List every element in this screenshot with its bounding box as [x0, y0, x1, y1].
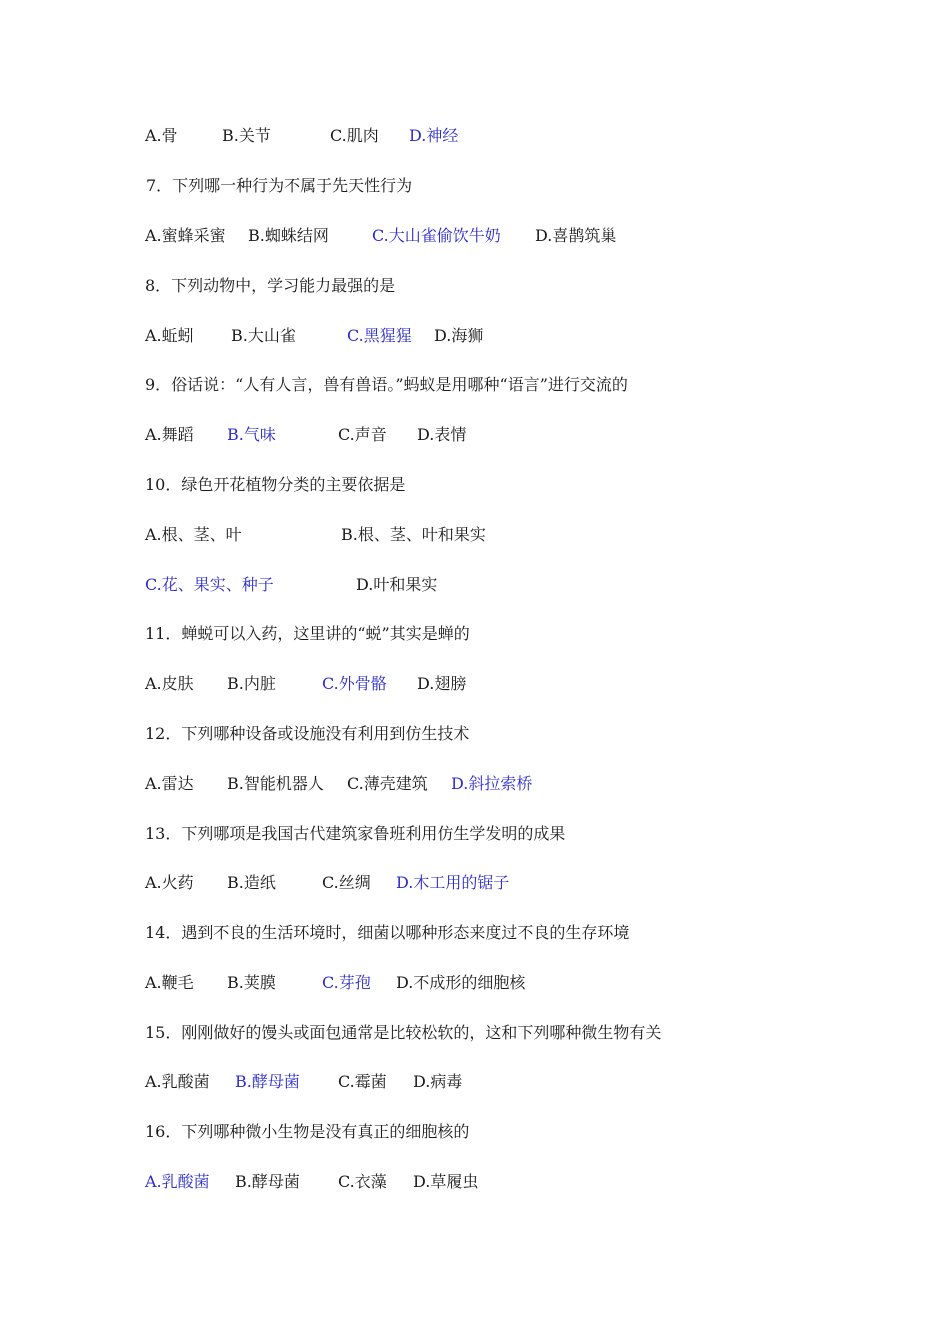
answer-option: B.根、茎、叶和果实 — [341, 525, 486, 544]
answer-option: B.荚膜 — [227, 973, 276, 992]
correct-answer-option: D.斜拉索桥 — [451, 774, 533, 793]
question-line — [0, 622, 950, 646]
question-text: 14．遇到不良的生活环境时，细菌以哪种形态来度过不良的生存环境 — [145, 923, 630, 942]
answer-option: A.皮肤 — [145, 674, 194, 693]
correct-answer-option: A.乳酸菌 — [145, 1172, 210, 1191]
options-line — [0, 871, 950, 895]
answer-option: A.火药 — [145, 873, 194, 892]
answer-option: A.乳酸菌 — [145, 1072, 210, 1091]
answer-option: B.关节 — [222, 126, 271, 145]
options-line — [0, 672, 950, 696]
question-text: 12．下列哪种设备或设施没有利用到仿生技术 — [145, 724, 470, 743]
answer-option: D.翅膀 — [417, 674, 467, 693]
options-line — [0, 1070, 950, 1094]
options-line — [0, 423, 950, 447]
correct-answer-option: B.酵母菌 — [235, 1072, 300, 1091]
question-line — [0, 1021, 950, 1045]
question-line — [0, 274, 950, 298]
answer-option: D.草履虫 — [413, 1172, 479, 1191]
answer-option: A.蜜蜂采蜜 — [145, 226, 226, 245]
answer-option: A.雷达 — [145, 774, 194, 793]
question-line — [0, 1120, 950, 1144]
options-line — [0, 1170, 950, 1194]
options-line — [0, 772, 950, 796]
correct-answer-option: B.气味 — [227, 425, 276, 444]
answer-option: C.丝绸 — [322, 873, 371, 892]
options-line — [0, 523, 950, 547]
correct-answer-option: D.木工用的锯子 — [396, 873, 510, 892]
question-text: 9．俗话说：“人有人言，兽有兽语。”蚂蚁是用哪种“语言”进行交流的 — [145, 375, 628, 394]
answer-option: D.表情 — [417, 425, 467, 444]
options-line — [0, 971, 950, 995]
answer-option: A.舞蹈 — [145, 425, 194, 444]
answer-option: D.喜鹊筑巢 — [535, 226, 617, 245]
correct-answer-option: C.芽孢 — [322, 973, 371, 992]
answer-option: C.声音 — [338, 425, 387, 444]
options-line — [0, 573, 950, 597]
correct-answer-option: D.神经 — [409, 126, 459, 145]
answer-option: D.病毒 — [413, 1072, 463, 1091]
answer-option: B.酵母菌 — [235, 1172, 300, 1191]
question-text: 16．下列哪种微小生物是没有真正的细胞核的 — [145, 1122, 470, 1141]
question-line — [0, 921, 950, 945]
options-line — [0, 124, 950, 148]
correct-answer-option: C.外骨骼 — [322, 674, 387, 693]
question-text: 10．绿色开花植物分类的主要依据是 — [145, 475, 406, 494]
correct-answer-option: C.大山雀偷饮牛奶 — [372, 226, 501, 245]
answer-option: C.霉菌 — [338, 1072, 387, 1091]
question-line — [0, 722, 950, 746]
options-line — [0, 224, 950, 248]
answer-option: D.叶和果实 — [356, 575, 438, 594]
answer-option: A.鞭毛 — [145, 973, 194, 992]
answer-option: A.骨 — [145, 126, 178, 145]
answer-option: A.根、茎、叶 — [145, 525, 242, 544]
answer-option: C.薄壳建筑 — [347, 774, 428, 793]
question-text: 7．下列哪一种行为不属于先天性行为 — [146, 176, 413, 195]
question-text: 13．下列哪项是我国古代建筑家鲁班利用仿生学发明的成果 — [145, 824, 566, 843]
answer-option: B.蜘蛛结网 — [248, 226, 329, 245]
answer-option: B.内脏 — [227, 674, 276, 693]
answer-option: B.智能机器人 — [227, 774, 324, 793]
options-line — [0, 324, 950, 348]
answer-option: C.衣藻 — [338, 1172, 387, 1191]
answer-option: D.不成形的细胞核 — [396, 973, 526, 992]
answer-option: B.大山雀 — [231, 326, 296, 345]
correct-answer-option: C.黑猩猩 — [347, 326, 412, 345]
answer-option: A.蚯蚓 — [145, 326, 194, 345]
answer-option: C.肌肉 — [330, 126, 379, 145]
question-text: 15．刚刚做好的馒头或面包通常是比较松软的，这和下列哪种微生物有关 — [145, 1023, 662, 1042]
correct-answer-option: C.花、果实、种子 — [145, 575, 274, 594]
answer-option: B.造纸 — [227, 873, 276, 892]
answer-option: D.海狮 — [434, 326, 484, 345]
question-line — [0, 174, 950, 198]
question-line — [0, 373, 950, 397]
question-line — [0, 822, 950, 846]
question-line — [0, 473, 950, 497]
question-text: 8．下列动物中，学习能力最强的是 — [145, 276, 396, 295]
question-text: 11．蝉蜕可以入药，这里讲的“蜕”其实是蝉的 — [145, 624, 470, 643]
